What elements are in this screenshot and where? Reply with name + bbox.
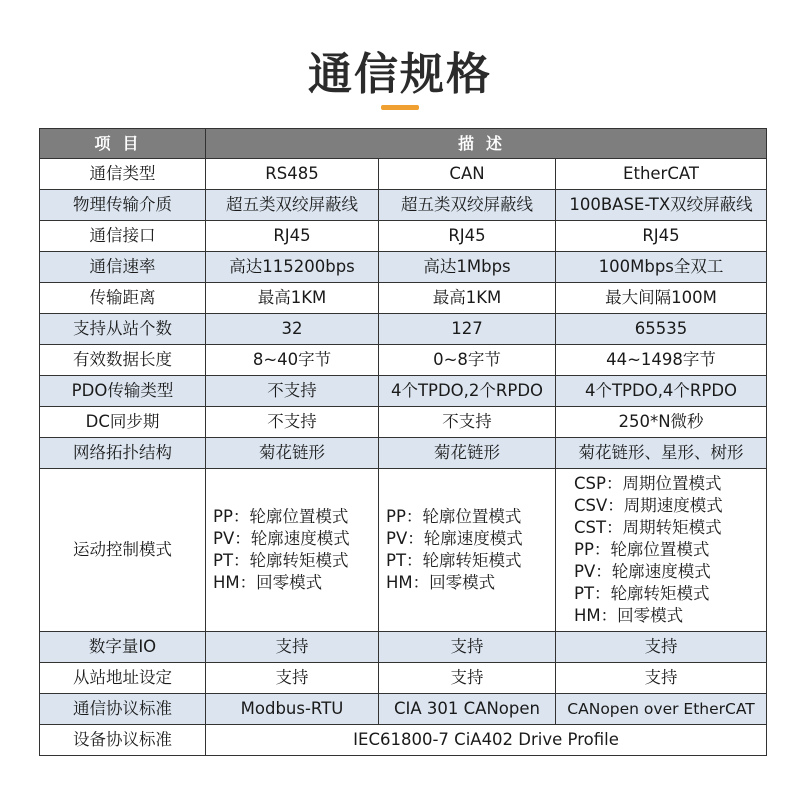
cell-rs485: 8~40字节: [206, 345, 379, 376]
row-label: 支持从站个数: [40, 314, 206, 345]
cell-can: 支持: [379, 632, 556, 663]
cell-can: 0~8字节: [379, 345, 556, 376]
cell-rs485: RJ45: [206, 221, 379, 252]
row-label: 传输距离: [40, 283, 206, 314]
row-label: 通信接口: [40, 221, 206, 252]
header-item: 项目: [40, 129, 206, 159]
page-title: 通信规格: [308, 49, 492, 100]
cell-rs485: 支持: [206, 663, 379, 694]
table-row: [40, 159, 767, 190]
cell-rs485: 高达115200bps: [206, 252, 379, 283]
cell-ethercat: 支持: [556, 632, 767, 663]
table-row: [40, 252, 767, 283]
row-label: 有效数据长度: [40, 345, 206, 376]
cell-ethercat: 44~1498字节: [556, 345, 767, 376]
cell-rs485: 不支持: [206, 376, 379, 407]
mode-item: CSV：周期速度模式: [574, 496, 723, 515]
header-row: [40, 129, 767, 159]
cell-rs485: 超五类双绞屏蔽线: [206, 190, 379, 221]
mode-item: HM：回零模式: [213, 573, 323, 592]
mode-item: PT：轮廓转矩模式: [574, 584, 710, 603]
cell-ethercat: EtherCAT: [556, 159, 767, 190]
mode-item: CST：周期转矩模式: [574, 518, 722, 537]
cell-ethercat: CANopen over EtherCAT: [556, 694, 767, 725]
cell-can: 不支持: [379, 407, 556, 438]
mode-item: PT：轮廓转矩模式: [213, 551, 349, 570]
cell-can: 4个TPDO,2个RPDO: [379, 376, 556, 407]
mode-item: CSP：周期位置模式: [574, 474, 722, 493]
cell-can: 最高1KM: [379, 283, 556, 314]
table-row: [40, 190, 767, 221]
mode-item: PP：轮廓位置模式: [213, 507, 349, 526]
row-label: 数字量IO: [40, 632, 206, 663]
cell-can-modes: [379, 469, 556, 632]
table-row: [40, 632, 767, 663]
cell-can: 支持: [379, 663, 556, 694]
cell-rs485: 支持: [206, 632, 379, 663]
table-row: [40, 694, 767, 725]
cell-ethercat: 支持: [556, 663, 767, 694]
mode-item: PP：轮廓位置模式: [574, 540, 710, 559]
row-label: 通信速率: [40, 252, 206, 283]
cell-rs485: RS485: [206, 159, 379, 190]
header-description: 描述: [206, 129, 767, 159]
mode-item: PV：轮廓速度模式: [213, 529, 350, 548]
row-label: 物理传输介质: [40, 190, 206, 221]
cell-ethercat: 250*N微秒: [556, 407, 767, 438]
table-row-motion-modes: [40, 469, 767, 632]
cell-ethercat: 4个TPDO,4个RPDO: [556, 376, 767, 407]
mode-item: PP：轮廓位置模式: [386, 507, 522, 526]
cell-ethercat: RJ45: [556, 221, 767, 252]
cell-ethercat: 100Mbps全双工: [556, 252, 767, 283]
table-row: [40, 407, 767, 438]
cell-rs485: 菊花链形: [206, 438, 379, 469]
cell-ethercat: 菊花链形、星形、树形: [556, 438, 767, 469]
row-label: 设备协议标准: [40, 725, 206, 756]
table-row: [40, 663, 767, 694]
row-label: 从站地址设定: [40, 663, 206, 694]
title-underline: [381, 105, 419, 110]
cell-can: 菊花链形: [379, 438, 556, 469]
mode-item: PV：轮廓速度模式: [574, 562, 711, 581]
cell-can: 127: [379, 314, 556, 345]
row-label: PDO传输类型: [40, 376, 206, 407]
cell-ethercat: 100BASE-TX双绞屏蔽线: [556, 190, 767, 221]
cell-can: 高达1Mbps: [379, 252, 556, 283]
row-label: 网络拓扑结构: [40, 438, 206, 469]
cell-ethercat: 65535: [556, 314, 767, 345]
table-row: [40, 345, 767, 376]
cell-can: CAN: [379, 159, 556, 190]
mode-item: PT：轮廓转矩模式: [386, 551, 522, 570]
mode-item: PV：轮廓速度模式: [386, 529, 523, 548]
cell-rs485: 32: [206, 314, 379, 345]
cell-can: CIA 301 CANopen: [379, 694, 556, 725]
mode-item: HM：回零模式: [386, 573, 496, 592]
cell-ethercat-modes: [556, 469, 767, 632]
table-row: [40, 376, 767, 407]
row-label: 运动控制模式: [40, 469, 206, 632]
row-label: 通信类型: [40, 159, 206, 190]
table-row: [40, 438, 767, 469]
cell-rs485: 不支持: [206, 407, 379, 438]
cell-rs485: 最高1KM: [206, 283, 379, 314]
cell-ethercat: 最大间隔100M: [556, 283, 767, 314]
mode-item: HM：回零模式: [574, 606, 684, 625]
table-row: [40, 221, 767, 252]
table-row: [40, 283, 767, 314]
table-row-device-profile: [40, 725, 767, 756]
row-label: DC同步期: [40, 407, 206, 438]
table-row: [40, 314, 767, 345]
row-label: 通信协议标准: [40, 694, 206, 725]
cell-device-profile: IEC61800-7 CiA402 Drive Profile: [206, 725, 767, 756]
spec-table: [39, 128, 767, 756]
cell-can: 超五类双绞屏蔽线: [379, 190, 556, 221]
cell-rs485: Modbus-RTU: [206, 694, 379, 725]
cell-rs485-modes: [206, 469, 379, 632]
cell-can: RJ45: [379, 221, 556, 252]
